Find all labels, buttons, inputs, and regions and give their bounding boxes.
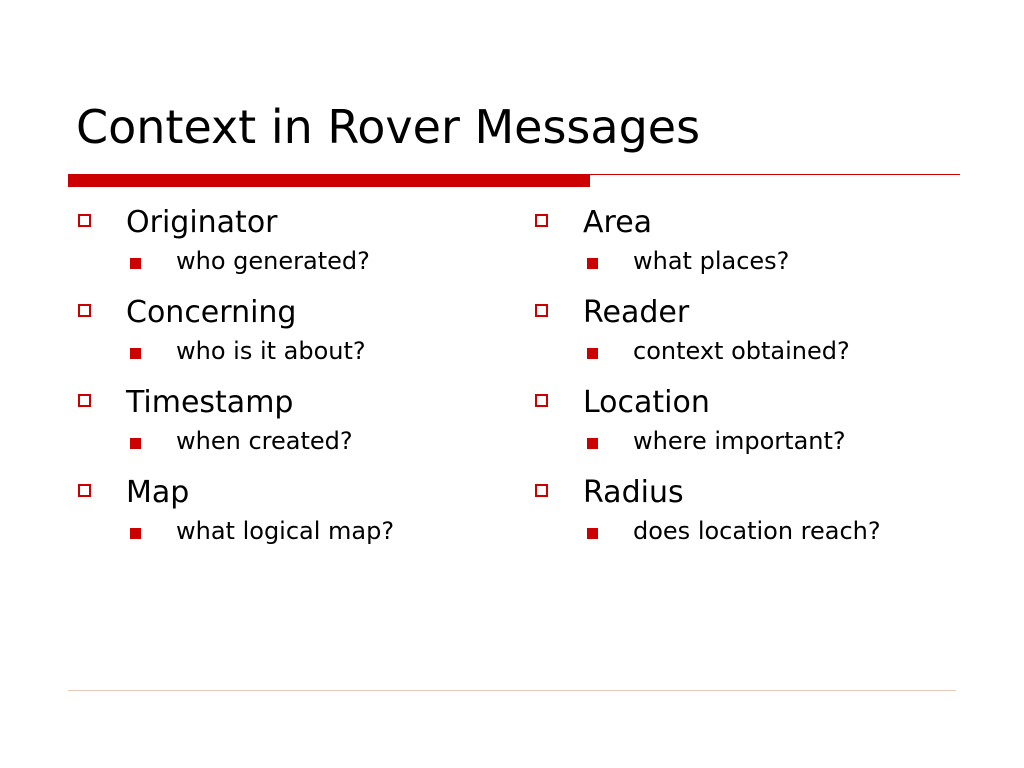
filled-square-icon (130, 348, 141, 359)
filled-square-icon (587, 438, 598, 449)
bullet-item (78, 294, 498, 334)
sub-bullet-label: who is it about? (176, 337, 366, 365)
hollow-square-icon (78, 484, 91, 497)
sub-bullet-item (78, 244, 498, 294)
right-bullet-column (535, 204, 955, 564)
title-underline-thick (68, 174, 590, 187)
hollow-square-icon (535, 394, 548, 407)
bullet-item (78, 204, 498, 244)
bullet-label: Map (126, 475, 190, 510)
footer-divider (68, 690, 956, 691)
bullet-label: Reader (583, 295, 690, 330)
hollow-square-icon (535, 304, 548, 317)
hollow-square-icon (78, 304, 91, 317)
hollow-square-icon (535, 484, 548, 497)
filled-square-icon (587, 258, 598, 269)
bullet-item (78, 474, 498, 514)
filled-square-icon (130, 528, 141, 539)
hollow-square-icon (78, 394, 91, 407)
filled-square-icon (130, 438, 141, 449)
sub-bullet-item (535, 244, 955, 294)
sub-bullet-item (535, 424, 955, 474)
filled-square-icon (587, 348, 598, 359)
bullet-label: Originator (126, 205, 278, 240)
title-underline-thin (590, 174, 960, 175)
sub-bullet-label: what places? (633, 247, 790, 275)
bullet-label: Timestamp (126, 385, 294, 420)
bullet-label: Radius (583, 475, 684, 510)
sub-bullet-label: where important? (633, 427, 846, 455)
sub-bullet-label: when created? (176, 427, 353, 455)
sub-bullet-label: does location reach? (633, 517, 881, 545)
filled-square-icon (587, 528, 598, 539)
sub-bullet-label: who generated? (176, 247, 370, 275)
slide-title: Context in Rover Messages (76, 100, 701, 154)
bullet-label: Concerning (126, 295, 297, 330)
bullet-item (535, 384, 955, 424)
bullet-item (535, 294, 955, 334)
hollow-square-icon (78, 214, 91, 227)
sub-bullet-item (535, 334, 955, 384)
bullet-label: Area (583, 205, 653, 240)
bullet-label: Location (583, 385, 710, 420)
left-bullet-column (78, 204, 498, 564)
sub-bullet-item (535, 514, 955, 564)
sub-bullet-item (78, 424, 498, 474)
sub-bullet-item (78, 514, 498, 564)
sub-bullet-label: what logical map? (176, 517, 395, 545)
bullet-item (535, 204, 955, 244)
bullet-item (78, 384, 498, 424)
bullet-item (535, 474, 955, 514)
filled-square-icon (130, 258, 141, 269)
sub-bullet-item (78, 334, 498, 384)
hollow-square-icon (535, 214, 548, 227)
sub-bullet-label: context obtained? (633, 337, 850, 365)
